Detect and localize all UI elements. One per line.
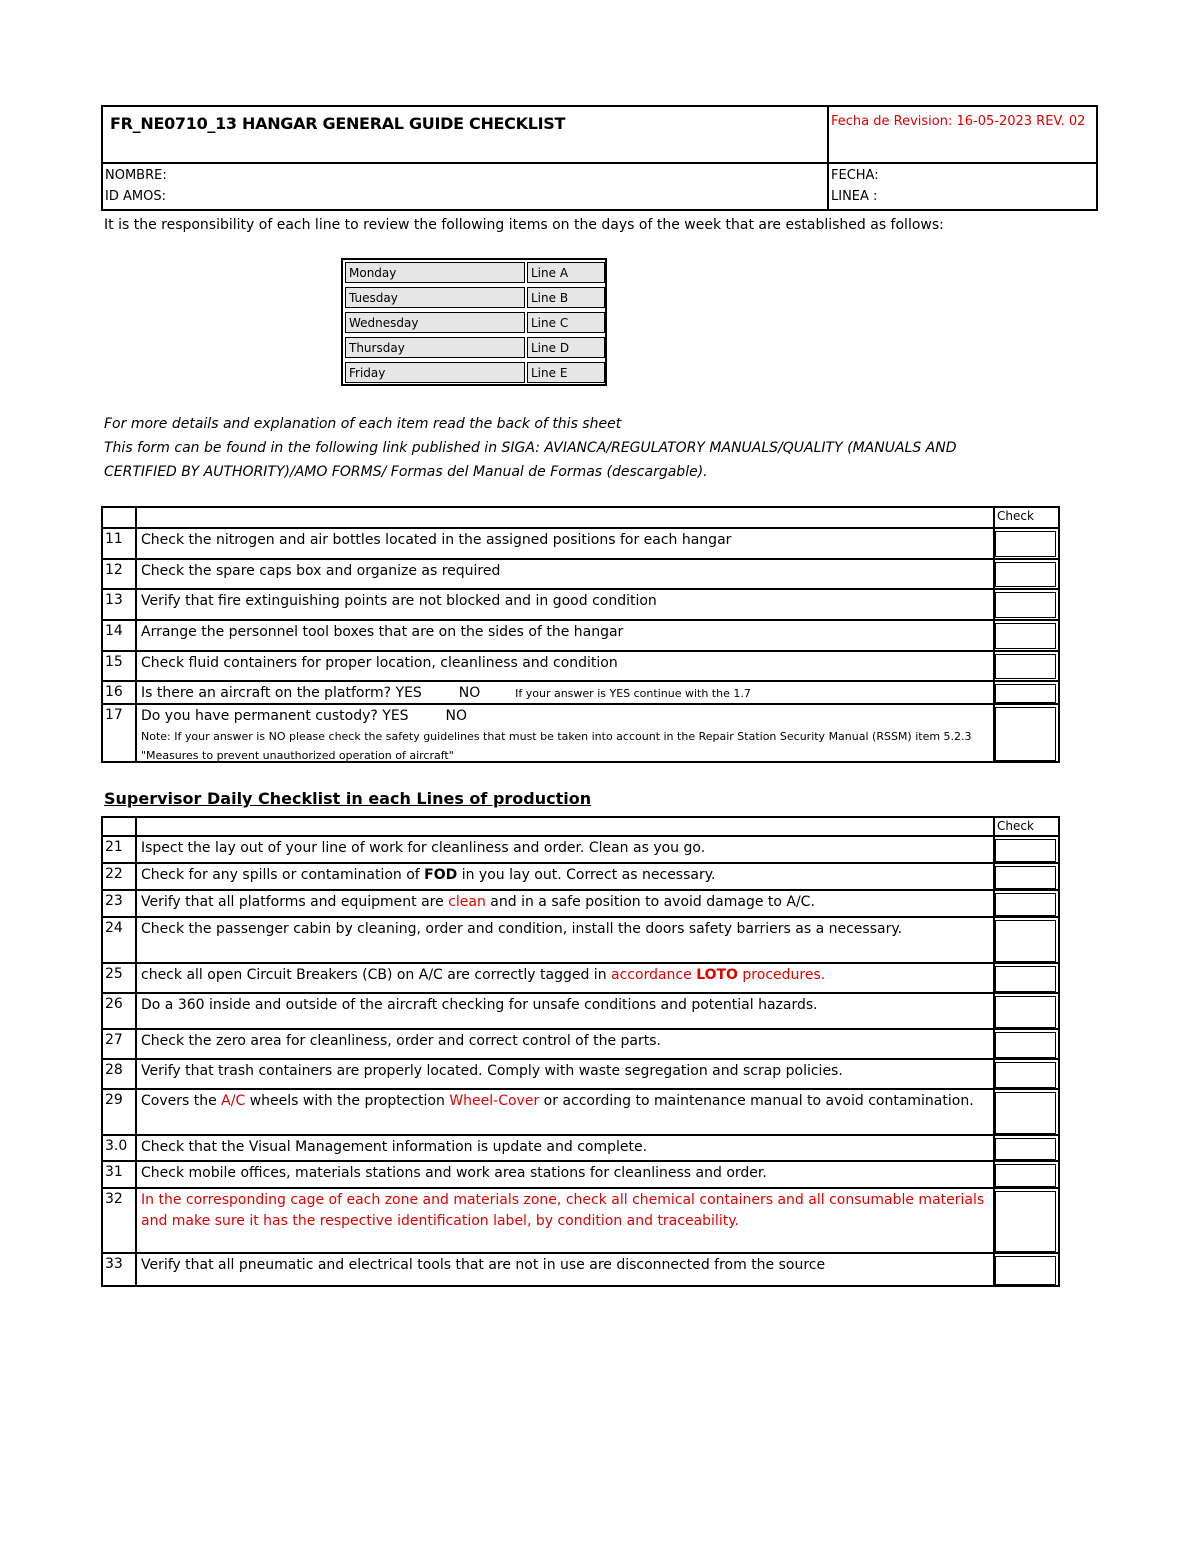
item-number: 11 bbox=[105, 531, 123, 547]
table-row bbox=[103, 527, 1058, 559]
item-number: 28 bbox=[105, 1062, 123, 1078]
item-text: Verify that fire extinguishing points are not blocked and in good condition bbox=[141, 593, 657, 609]
item-number: 13 bbox=[105, 592, 123, 608]
item-text: Check mobile offices, materials stations and work area stations for cleanliness and order. bbox=[141, 1165, 767, 1181]
day-name: Wednesday bbox=[345, 312, 525, 333]
item-number: 24 bbox=[105, 920, 123, 936]
general-checklist-table bbox=[101, 506, 1060, 763]
highlight-term: clean bbox=[448, 894, 486, 910]
text-part: Check for any spills or contamination of bbox=[141, 867, 425, 883]
item-text bbox=[141, 683, 987, 704]
item-number: 3.0 bbox=[105, 1138, 128, 1154]
check-box[interactable] bbox=[995, 654, 1056, 679]
check-box[interactable] bbox=[995, 1256, 1056, 1285]
conditional-note: Note: If your answer is NO please check the safety guidelines that must be taken into account in the Repair Station Security Manual (RSSM) item 5.2.3 "Measures to prevent unauthorized operation of aircraft" bbox=[141, 730, 972, 762]
check-box[interactable] bbox=[995, 707, 1056, 761]
fod-term: FOD bbox=[424, 867, 458, 883]
item-number: 27 bbox=[105, 1032, 123, 1048]
highlight-term: A/C bbox=[221, 1093, 246, 1109]
item-text bbox=[141, 892, 987, 913]
table-row bbox=[103, 1058, 1058, 1090]
text-part: in you lay out. Correct as necessary. bbox=[457, 867, 716, 883]
check-column-header: Check bbox=[997, 509, 1034, 523]
item-number: 33 bbox=[105, 1256, 123, 1272]
day-line: Line A bbox=[527, 262, 605, 283]
item-text: Check the zero area for cleanliness, order and correct control of the parts. bbox=[141, 1033, 661, 1049]
conditional-note: If your answer is YES continue with the 1.7 bbox=[515, 687, 751, 700]
day-row bbox=[343, 310, 605, 335]
loto-term: LOTO bbox=[696, 967, 738, 983]
table-row bbox=[103, 703, 1058, 763]
table-row bbox=[103, 650, 1058, 681]
item-number: 16 bbox=[105, 684, 123, 700]
text-part: wheels with the proptection bbox=[245, 1093, 450, 1109]
check-box[interactable] bbox=[995, 531, 1056, 557]
day-row bbox=[343, 285, 605, 310]
table-row bbox=[103, 889, 1058, 918]
check-box[interactable] bbox=[995, 592, 1056, 618]
check-box[interactable] bbox=[995, 1092, 1056, 1134]
table-row bbox=[103, 588, 1058, 620]
highlight-term: Wheel-Cover bbox=[449, 1093, 540, 1109]
item-number: 25 bbox=[105, 966, 123, 982]
id-amos-field[interactable]: ID AMOS: bbox=[105, 189, 166, 204]
highlight-term: procedures. bbox=[737, 967, 826, 983]
day-row bbox=[343, 335, 605, 360]
check-box[interactable] bbox=[995, 1032, 1056, 1058]
item-number: 29 bbox=[105, 1092, 123, 1108]
details-note bbox=[104, 412, 1004, 484]
item-number: 17 bbox=[105, 707, 123, 723]
text-part: check all open Circuit Breakers (CB) on A/C are correctly tagged in bbox=[141, 967, 612, 983]
day-name: Monday bbox=[345, 262, 525, 283]
item-text bbox=[141, 706, 987, 765]
text-part: Verify that all platforms and equipment are bbox=[141, 894, 449, 910]
supervisor-checklist-table bbox=[101, 816, 1060, 1287]
table-row bbox=[103, 916, 1058, 964]
question-text: Do you have permanent custody? YES bbox=[141, 708, 409, 724]
item-number: 31 bbox=[105, 1164, 123, 1180]
days-table bbox=[341, 258, 607, 386]
item-number: 14 bbox=[105, 623, 123, 639]
table-row bbox=[103, 1088, 1058, 1136]
table-row bbox=[103, 1134, 1058, 1162]
check-box[interactable] bbox=[995, 866, 1056, 889]
note-line: This form can be found in the following link published in SIGA: AVIANCA/REGULATORY MANUALS/QUALITY (MANUALS AND CERTIFIED BY AUTHORITY)/AMO FORMS/ Formas del Manual de Formas (descargable). bbox=[104, 440, 957, 480]
highlight-term: accordance bbox=[611, 967, 697, 983]
table-row bbox=[103, 1028, 1058, 1060]
table-row bbox=[103, 619, 1058, 651]
text-part: or according to maintenance manual to avoid contamination. bbox=[539, 1093, 974, 1109]
day-name: Thursday bbox=[345, 337, 525, 358]
note-line: For more details and explanation of each item read the back of this sheet bbox=[104, 416, 622, 432]
table-row bbox=[103, 1160, 1058, 1189]
item-number: 12 bbox=[105, 562, 123, 578]
item-text: Verify that all pneumatic and electrical tools that are not in use are disconnected from the source bbox=[141, 1257, 826, 1273]
check-box[interactable] bbox=[995, 562, 1056, 587]
item-text: Check fluid containers for proper location, cleanliness and condition bbox=[141, 655, 618, 671]
check-box[interactable] bbox=[995, 623, 1056, 649]
item-text bbox=[141, 965, 987, 986]
question-text: Is there an aircraft on the platform? YES bbox=[141, 685, 422, 701]
item-number: 21 bbox=[105, 839, 123, 855]
day-line: Line E bbox=[527, 362, 605, 383]
table-row bbox=[103, 835, 1058, 864]
check-box[interactable] bbox=[995, 966, 1056, 992]
item-text: In the corresponding cage of each zone and materials zone, check all chemical containers and all consumable materials and make sure it has the respective identification label, by condition and traceability. bbox=[141, 1192, 985, 1229]
check-box[interactable] bbox=[995, 839, 1056, 862]
table-row bbox=[103, 962, 1058, 994]
item-text bbox=[141, 865, 987, 886]
text-part: and in a safe position to avoid damage to A/C. bbox=[485, 894, 815, 910]
check-box[interactable] bbox=[995, 893, 1056, 916]
check-box[interactable] bbox=[995, 920, 1056, 962]
check-box[interactable] bbox=[995, 1164, 1056, 1187]
day-name: Tuesday bbox=[345, 287, 525, 308]
item-text: Verify that trash containers are properly located. Comply with waste segregation and scrap policies. bbox=[141, 1063, 843, 1079]
item-text: Check the spare caps box and organize as required bbox=[141, 563, 501, 579]
item-number: 26 bbox=[105, 996, 123, 1012]
table-row bbox=[103, 680, 1058, 705]
check-box[interactable] bbox=[995, 684, 1056, 703]
check-box[interactable] bbox=[995, 996, 1056, 1028]
revision-date: Fecha de Revision: 16-05-2023 REV. 02 bbox=[831, 114, 1086, 129]
no-option: NO bbox=[445, 708, 467, 724]
table-row bbox=[103, 1187, 1058, 1254]
item-text: Check that the Visual Management information is update and complete. bbox=[141, 1139, 648, 1155]
day-line: Line D bbox=[527, 337, 605, 358]
item-text: Check the passenger cabin by cleaning, order and condition, install the doors safety barriers as a necessary. bbox=[141, 921, 903, 937]
table-row bbox=[103, 992, 1058, 1030]
section-title: Supervisor Daily Checklist in each Lines of production bbox=[104, 789, 592, 808]
item-text bbox=[141, 1091, 987, 1112]
item-number: 15 bbox=[105, 654, 123, 670]
day-line: Line C bbox=[527, 312, 605, 333]
item-text: Check the nitrogen and air bottles located in the assigned positions for each hangar bbox=[141, 532, 732, 548]
text-part: Covers the bbox=[141, 1093, 222, 1109]
item-number: 23 bbox=[105, 893, 123, 909]
check-box[interactable] bbox=[995, 1191, 1056, 1252]
nombre-field[interactable]: NOMBRE: bbox=[105, 168, 167, 183]
check-box[interactable] bbox=[995, 1062, 1056, 1088]
item-text: Arrange the personnel tool boxes that are on the sides of the hangar bbox=[141, 624, 624, 640]
form-title: FR_NE0710_13 HANGAR GENERAL GUIDE CHECKLIST bbox=[110, 114, 566, 133]
table-row bbox=[103, 1252, 1058, 1287]
day-name: Friday bbox=[345, 362, 525, 383]
intro-text: It is the responsibility of each line to review the following items on the days of the week that are established as follows: bbox=[104, 217, 944, 233]
day-line: Line B bbox=[527, 287, 605, 308]
check-box[interactable] bbox=[995, 1138, 1056, 1160]
fecha-field[interactable]: FECHA: bbox=[831, 168, 879, 183]
linea-field[interactable]: LINEA : bbox=[831, 189, 878, 204]
table-row bbox=[103, 558, 1058, 589]
item-text: Ispect the lay out of your line of work for cleanliness and order. Clean as you go. bbox=[141, 840, 706, 856]
table-row bbox=[103, 862, 1058, 891]
day-row bbox=[343, 360, 605, 385]
item-number: 32 bbox=[105, 1191, 123, 1207]
day-row bbox=[343, 260, 605, 285]
check-column-header: Check bbox=[997, 819, 1034, 833]
form-header bbox=[101, 105, 1098, 211]
no-option: NO bbox=[458, 685, 481, 701]
item-text: Do a 360 inside and outside of the aircraft checking for unsafe conditions and potential hazards. bbox=[141, 997, 818, 1013]
item-number: 22 bbox=[105, 866, 123, 882]
